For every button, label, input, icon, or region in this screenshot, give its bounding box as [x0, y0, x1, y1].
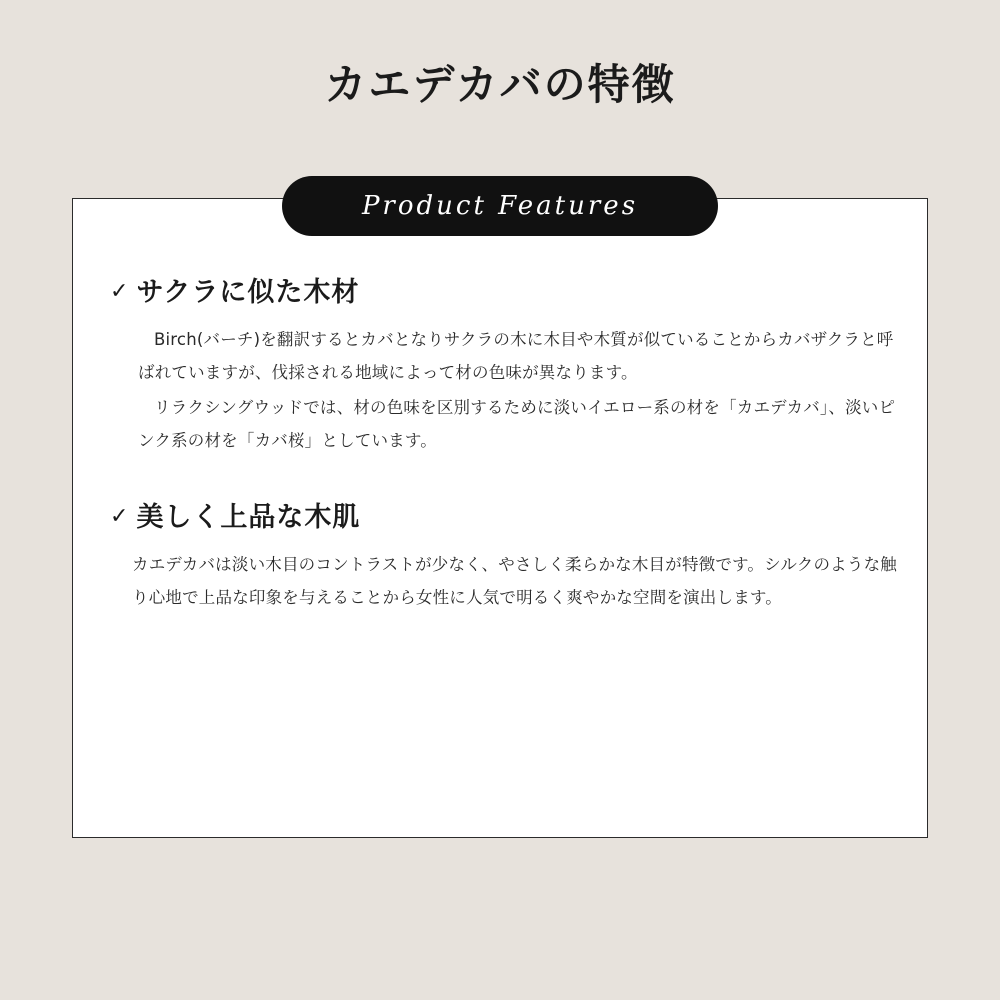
feature-heading — [110, 495, 900, 534]
check-icon: ✓ — [110, 279, 129, 304]
feature-item — [110, 495, 900, 614]
feature-body — [110, 548, 900, 614]
badge-label: Product Features — [361, 191, 639, 221]
feature-heading — [110, 270, 900, 309]
feature-body — [110, 323, 900, 457]
feature-item — [110, 270, 900, 457]
check-icon: ✓ — [110, 504, 129, 529]
feature-paragraph: Birch(バーチ)を翻訳するとカバとなりサクラの木に木目や木質が似ていることからカバザクラと呼ばれていますが、伐採される地域によって材の色味が異なります。 — [138, 330, 894, 382]
product-features-badge — [282, 176, 718, 236]
feature-title: 美しく上品な木肌 — [136, 502, 361, 533]
features-list — [110, 270, 900, 652]
page-title: カエデカバの特徴 — [324, 60, 676, 109]
feature-title: サクラに似た木材 — [136, 277, 360, 308]
feature-paragraph: カエデカバは淡い木目のコントラストが少なく、やさしく柔らかな木目が特徴です。シルクのような触り心地で上品な印象を与えることから女性に人気で明るく爽やかな空間を演出します。 — [132, 555, 897, 607]
feature-paragraph: リラクシングウッドでは、材の色味を区別するために淡いイエロー系の材を「カエデカバ」、淡いピンク系の材を「カバ桜」としています。 — [138, 398, 896, 450]
